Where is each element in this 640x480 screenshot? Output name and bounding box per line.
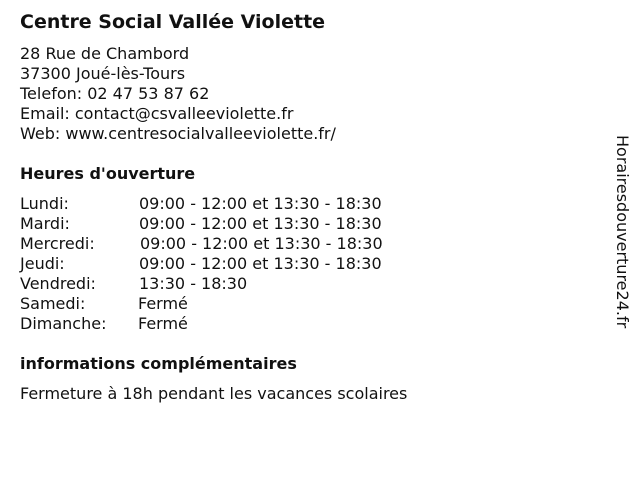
time-value: 13:30 - 18:30 <box>139 274 248 293</box>
day-label: Lundi: <box>20 194 69 213</box>
phone-number: Telefon: 02 47 53 87 62 <box>20 84 210 103</box>
address-block <box>20 44 336 144</box>
time-value: 09:00 - 12:00 et 13:30 - 18:30 <box>140 234 383 253</box>
time-value: Fermé <box>138 314 188 333</box>
day-label: Jeudi: <box>20 254 65 273</box>
page-title: Centre Social Vallée Violette <box>20 11 326 33</box>
day-label: Mardi: <box>20 214 70 233</box>
email-address: Email: contact@csvalleeviolette.fr <box>20 104 294 123</box>
time-value: 09:00 - 12:00 et 13:30 - 18:30 <box>139 254 382 273</box>
day-label: Mercredi: <box>20 234 95 253</box>
day-label: Dimanche: <box>20 314 107 333</box>
time-value: Fermé <box>138 294 188 313</box>
address-street: 28 Rue de Chambord <box>20 44 190 63</box>
time-value: 09:00 - 12:00 et 13:30 - 18:30 <box>139 194 382 213</box>
day-label: Samedi: <box>20 294 86 313</box>
website-url: Web: www.centresocialvalleeviolette.fr/ <box>20 124 336 143</box>
time-value: 09:00 - 12:00 et 13:30 - 18:30 <box>139 214 382 233</box>
address-city: 37300 Joué-lès-Tours <box>20 64 186 83</box>
day-label: Vendredi: <box>20 274 96 293</box>
info-heading: informations complémentaires <box>20 354 297 373</box>
info-text: Fermeture à 18h pendant les vacances scolaires <box>20 384 408 403</box>
site-watermark: Horairesdouverture24.fr <box>613 135 632 329</box>
hours-heading: Heures d'ouverture <box>20 164 196 183</box>
